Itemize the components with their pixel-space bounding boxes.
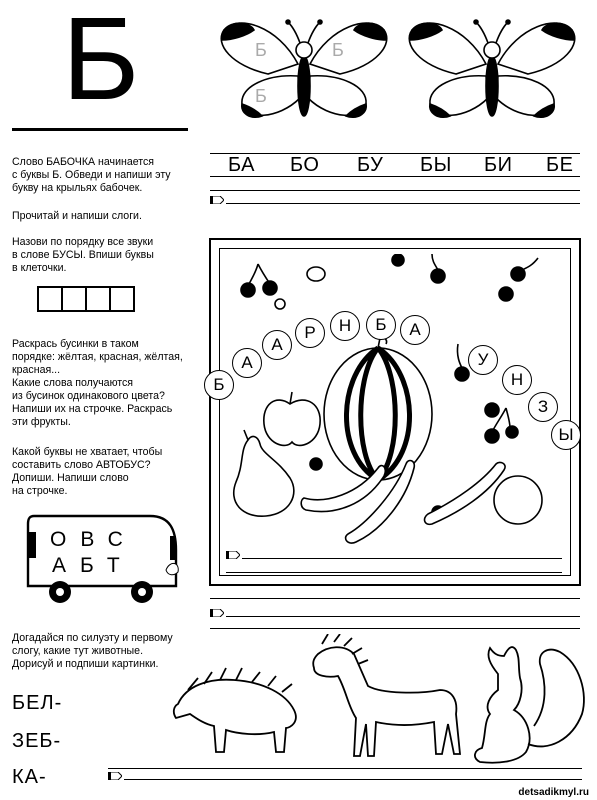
butterflies-illustration [218, 16, 592, 126]
boar-silhouette [174, 680, 296, 752]
bead[interactable]: Ы [551, 420, 581, 450]
pencil-icon [226, 551, 240, 559]
writing-line[interactable] [242, 558, 562, 559]
letter-cell[interactable] [61, 286, 87, 312]
bead[interactable]: Б [204, 370, 234, 400]
guide-line [210, 176, 580, 177]
bead[interactable]: З [528, 392, 558, 422]
bead[interactable]: У [468, 345, 498, 375]
guide-line [210, 190, 580, 191]
bead[interactable]: А [232, 348, 262, 378]
animal-syllable-ka: КА- [12, 766, 47, 788]
guide-line [108, 768, 582, 769]
traced-letter-3: Б [255, 86, 267, 106]
bead[interactable]: Н [330, 311, 360, 341]
writing-line[interactable] [226, 203, 580, 204]
letter-cells [37, 286, 135, 312]
letter-cell[interactable] [37, 286, 63, 312]
title-rule [12, 128, 188, 131]
traced-letter-1: Б [255, 40, 267, 60]
bead[interactable]: Б [366, 310, 396, 340]
syllable-bi: БИ [484, 154, 513, 176]
zebra-silhouette [313, 647, 460, 756]
bead[interactable]: А [262, 330, 292, 360]
syllable-bo: БО [290, 154, 320, 176]
bead[interactable]: Н [502, 365, 532, 395]
animal-syllable-bel: БЕЛ- [12, 692, 63, 714]
syllable-by: БЫ [420, 154, 452, 176]
animal-silhouettes [168, 634, 588, 770]
animal-syllable-zeb: ЗЕБ- [12, 730, 62, 752]
writing-line[interactable] [124, 779, 582, 780]
pencil-icon [108, 772, 122, 780]
big-letter: Б [62, 0, 140, 125]
bead[interactable]: Р [295, 318, 325, 348]
cherry-icon [241, 264, 277, 297]
guide-line [210, 598, 580, 599]
guide-line [210, 628, 580, 629]
task-beads: Раскрась бусинки в таком порядке: жёлтая, красная, жёлтая, красная... Какие слова получаются из бусинок одинакового цвета? Напиши их на строчке. Раскрась эти фрукты. [12, 338, 183, 428]
task-sounds: Назови по порядку все звуки в слове БУСЫ. Впиши буквы в клеточки. [12, 236, 154, 274]
task-animals: Догадайся по силуэту и первому слогу, какие тут животные. Дорисуй и подпиши картинки. [12, 632, 173, 670]
task-missing-letter: Какой буквы не хватает, чтобы составить слово АВТОБУС? Допиши. Напиши слово на строчке. [12, 446, 163, 497]
traced-letter-2: Б [332, 40, 344, 60]
pencil-icon [210, 609, 224, 617]
task-read-syllables: Прочитай и напиши слоги. [12, 210, 142, 222]
guide-line [210, 153, 580, 154]
pencil-icon [210, 196, 224, 204]
letter-cell[interactable] [85, 286, 111, 312]
letter-cell[interactable] [109, 286, 135, 312]
bus-letters-row1: ОВС [50, 528, 137, 551]
squirrel-silhouette [475, 647, 530, 763]
syllable-ba: БА [228, 154, 256, 176]
syllable-be: БЕ [546, 154, 574, 176]
fruits-illustration [226, 254, 566, 568]
writing-line[interactable] [226, 616, 580, 617]
syllable-bu: БУ [357, 154, 384, 176]
task-butterfly: Слово БАБОЧКА начинается с буквы Б. Обведи и напиши эту букву на крыльях бабочек. [12, 156, 171, 194]
guide-line [226, 572, 562, 573]
site-watermark: detsadikmyl.ru [518, 787, 589, 798]
bead[interactable]: А [400, 315, 430, 345]
bus-letters-row2: АБТ [52, 554, 134, 577]
